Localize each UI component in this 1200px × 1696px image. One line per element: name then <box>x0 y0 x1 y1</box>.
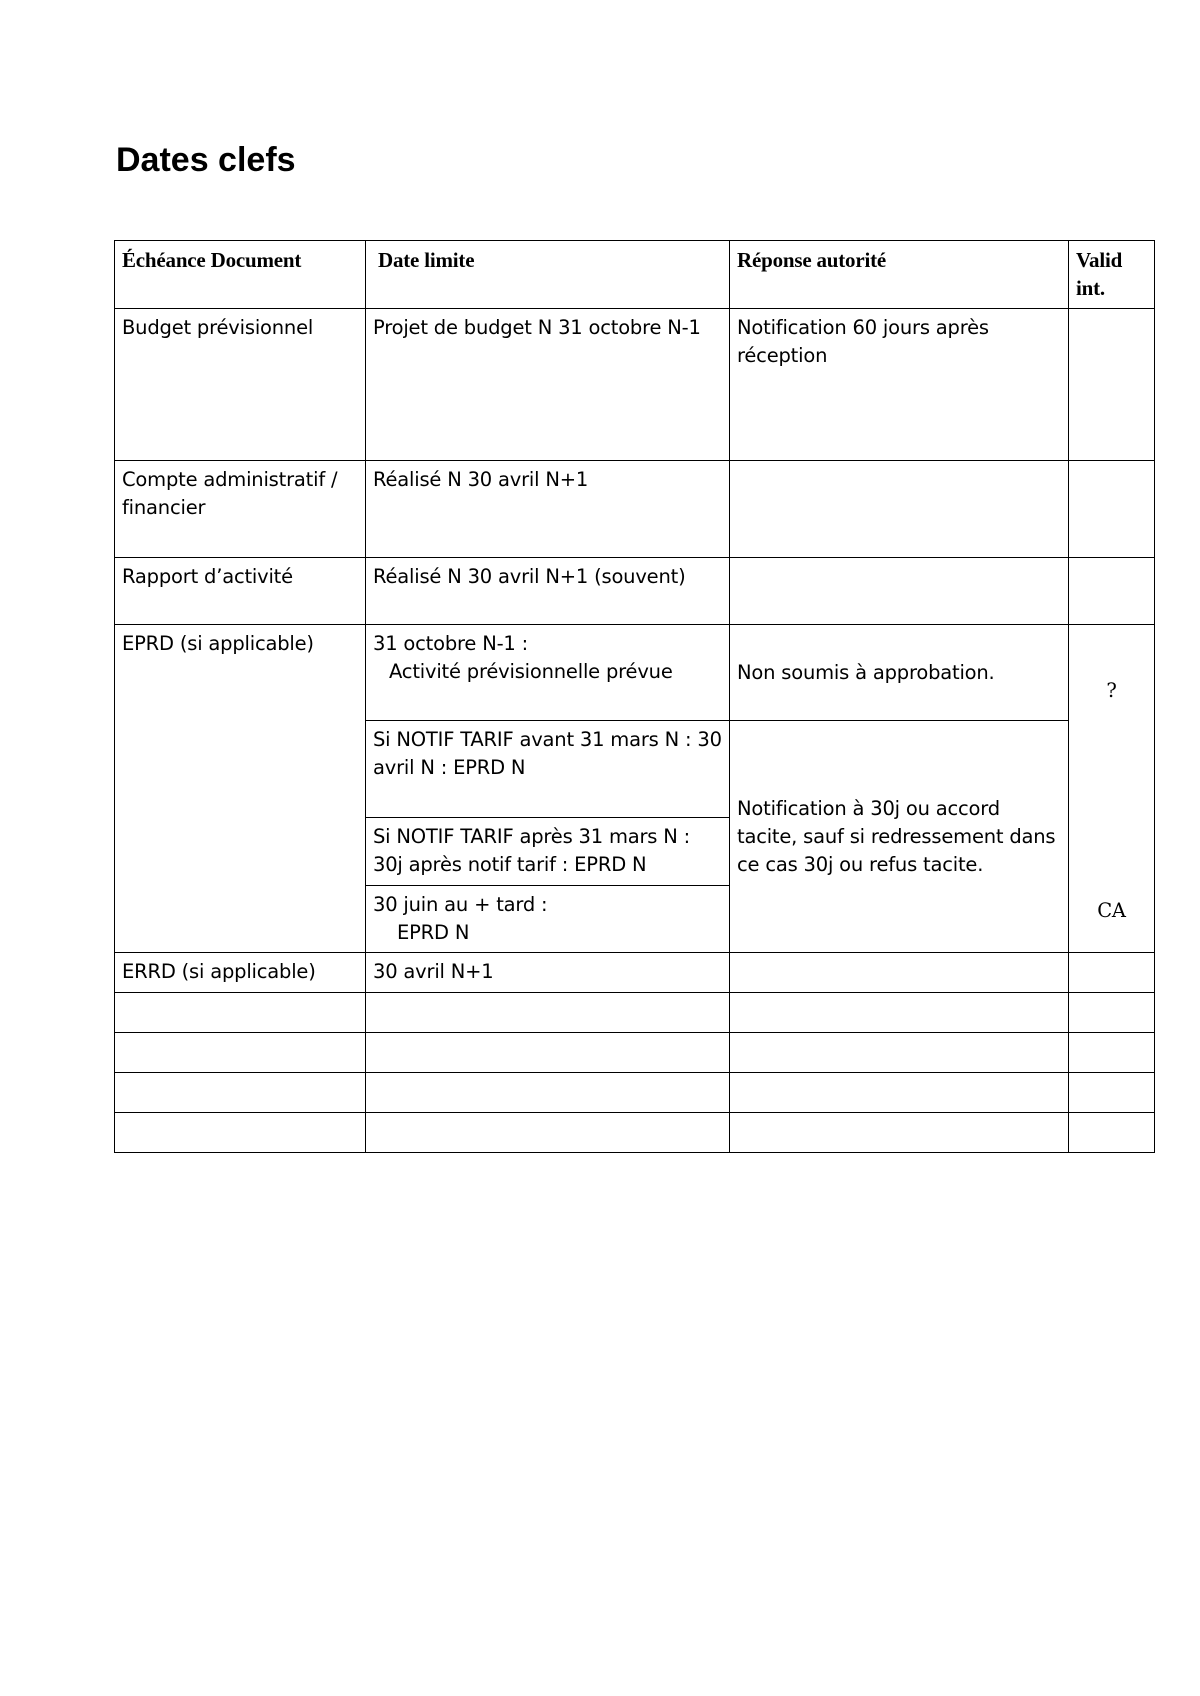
valid-cell <box>1069 309 1155 461</box>
empty-row <box>115 1073 1155 1113</box>
empty-cell <box>1069 1113 1155 1153</box>
response-cell <box>730 461 1069 558</box>
table-row <box>115 625 1155 721</box>
header-echeance-document: Échéance Document <box>115 241 366 309</box>
date-cell: Projet de budget N 31 octobre N-1 <box>366 309 730 461</box>
valid-ca: CA <box>1097 899 1126 922</box>
empty-row <box>115 1113 1155 1153</box>
empty-cell <box>1069 1033 1155 1073</box>
date-cell: Si NOTIF TARIF après 31 mars N : 30j après notif tarif : EPRD N <box>366 818 730 886</box>
empty-cell <box>115 1073 366 1113</box>
doc-cell: Compte administratif / financier <box>115 461 366 558</box>
empty-row <box>115 1033 1155 1073</box>
valid-question-mark: ? <box>1106 679 1117 702</box>
response-cell <box>730 953 1069 993</box>
empty-cell <box>1069 1073 1155 1113</box>
page-title: Dates clefs <box>116 141 296 179</box>
table-row <box>115 953 1155 993</box>
date-cell <box>366 886 730 953</box>
key-dates-table <box>114 240 1155 1153</box>
doc-cell: Budget prévisionnel <box>115 309 366 461</box>
empty-cell <box>366 1113 730 1153</box>
doc-cell: Rapport d’activité <box>115 558 366 625</box>
response-cell: Notification à 30j ou accord tacite, sauf si redressement dans ce cas 30j ou refus tacite. <box>730 721 1069 953</box>
valid-cell <box>1069 625 1155 953</box>
date-line: 31 octobre N-1 : <box>373 632 528 655</box>
empty-cell <box>730 993 1069 1033</box>
empty-cell <box>115 1113 366 1153</box>
response-cell <box>730 558 1069 625</box>
empty-cell <box>366 1033 730 1073</box>
date-cell <box>366 625 730 721</box>
table-header-row <box>115 241 1155 309</box>
valid-cell <box>1069 953 1155 993</box>
doc-cell: ERRD (si applicable) <box>115 953 366 993</box>
empty-cell <box>366 1073 730 1113</box>
header-valid-int: Valid int. <box>1069 241 1155 309</box>
response-cell: Notification 60 jours après réception <box>730 309 1069 461</box>
date-cell: Réalisé N 30 avril N+1 (souvent) <box>366 558 730 625</box>
response-cell: Non soumis à approbation. <box>730 625 1069 721</box>
date-cell: 30 avril N+1 <box>366 953 730 993</box>
empty-cell <box>115 993 366 1033</box>
date-cell: Si NOTIF TARIF avant 31 mars N : 30 avril N : EPRD N <box>366 721 730 818</box>
date-line: Activité prévisionnelle prévue <box>389 660 673 683</box>
empty-cell <box>730 1033 1069 1073</box>
empty-cell <box>730 1073 1069 1113</box>
empty-cell <box>366 993 730 1033</box>
header-reponse-autorite: Réponse autorité <box>730 241 1069 309</box>
empty-cell <box>1069 993 1155 1033</box>
empty-row <box>115 993 1155 1033</box>
doc-cell: EPRD (si applicable) <box>115 625 366 953</box>
empty-cell <box>115 1033 366 1073</box>
date-cell: Réalisé N 30 avril N+1 <box>366 461 730 558</box>
table-row <box>115 461 1155 558</box>
date-line: 30 juin au + tard : <box>373 893 548 916</box>
valid-cell <box>1069 558 1155 625</box>
table-row <box>115 558 1155 625</box>
header-date-limite: Date limite <box>366 241 730 309</box>
empty-cell <box>730 1113 1069 1153</box>
table-row <box>115 309 1155 461</box>
valid-cell <box>1069 461 1155 558</box>
date-line: EPRD N <box>397 921 470 944</box>
